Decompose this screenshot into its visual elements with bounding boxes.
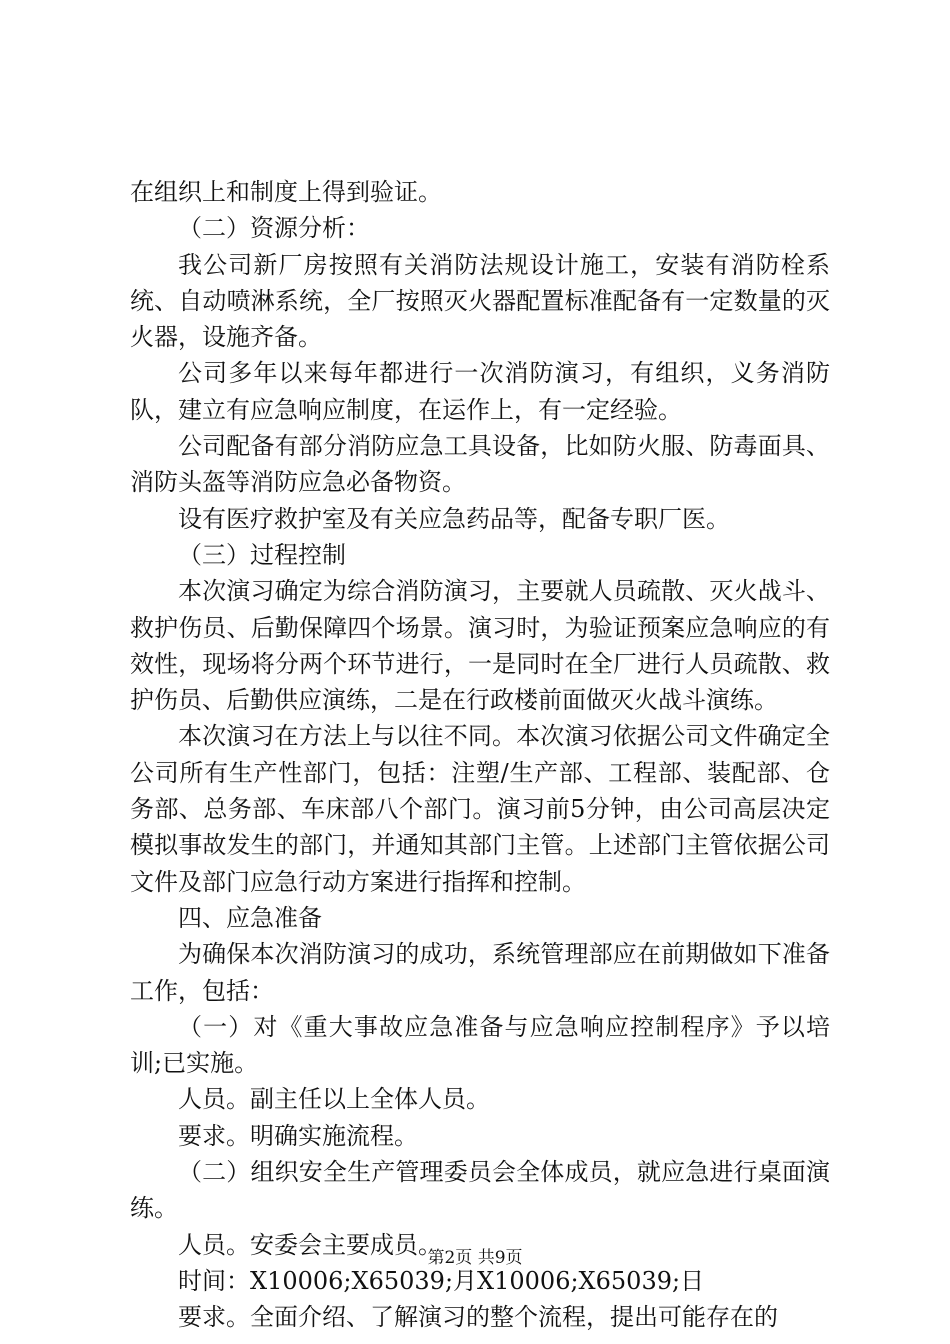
paragraph: 公司配备有部分消防应急工具设备，比如防火服、防毒面具、消防头盔等消防应急必备物资。 [130, 432, 830, 497]
paragraph: 我公司新厂房按照有关消防法规设计施工，安装有消防栓系统、自动喷淋系统，全厂按照灭火器配置标准配备有一定数量的灭火器，设施齐备。 [130, 250, 830, 352]
paragraph: （一）对《重大事故应急准备与应急响应控制程序》予以培训;已实施。 [130, 1012, 830, 1078]
section-heading: 四、应急准备 [178, 903, 322, 932]
paragraph: 公司多年以来每年都进行一次消防演习，有组织，义务消防队，建立有应急响应制度，在运作上，有一定经验。 [130, 359, 830, 424]
paragraph: 本次演习确定为综合消防演习，主要就人员疏散、灭火战斗、救护伤员、后勤保障四个场景。演习时，为验证预案应急响应的有效性，现场将分两个环节进行，一是同时在全厂进行人员疏散、救护伤员、后勤供应演练，二是在行政楼前面做灭火战斗演练。 [130, 577, 830, 715]
section-heading: （二）资源分析： [178, 214, 370, 243]
paragraph: 本次演习在方法上与以往不同。本次演习依据公司文件确定全公司所有生产性部门，包括：注塑/生产部、工程部、装配部、仓务部、总务部、车床部八个部门。演习前5分钟，由公司高层决定模拟事故发生的部门，并通知其部门主管。上述部门主管依据公司文件及部门应急行动方案进行指挥和控制。 [130, 722, 830, 896]
paragraph: 人员。副主任以上全体人员。 [178, 1085, 490, 1114]
document-body [130, 174, 830, 1336]
paragraph: 要求。明确实施流程。 [178, 1121, 418, 1150]
section-heading: （三）过程控制 [178, 540, 346, 569]
paragraph: 要求。全面介绍、了解演习的整个流程，提出可能存在的 [178, 1303, 778, 1332]
page-footer: 第2页 共9页 [427, 1248, 523, 1268]
paragraph: 人员。安委会主要成员。 [178, 1230, 442, 1259]
paragraph: 在组织上和制度上得到验证。 [130, 178, 442, 206]
paragraph: 设有医疗救护室及有关应急药品等，配备专职厂医。 [178, 504, 730, 533]
paragraph: （二）组织安全生产管理委员会全体成员，就应急进行桌面演练。 [130, 1158, 830, 1223]
paragraph: 时间：X10006;X65039;月X10006;X65039;日 [178, 1266, 705, 1295]
paragraph: 为确保本次消防演习的成功，系统管理部应在前期做如下准备工作，包括： [130, 940, 830, 1005]
